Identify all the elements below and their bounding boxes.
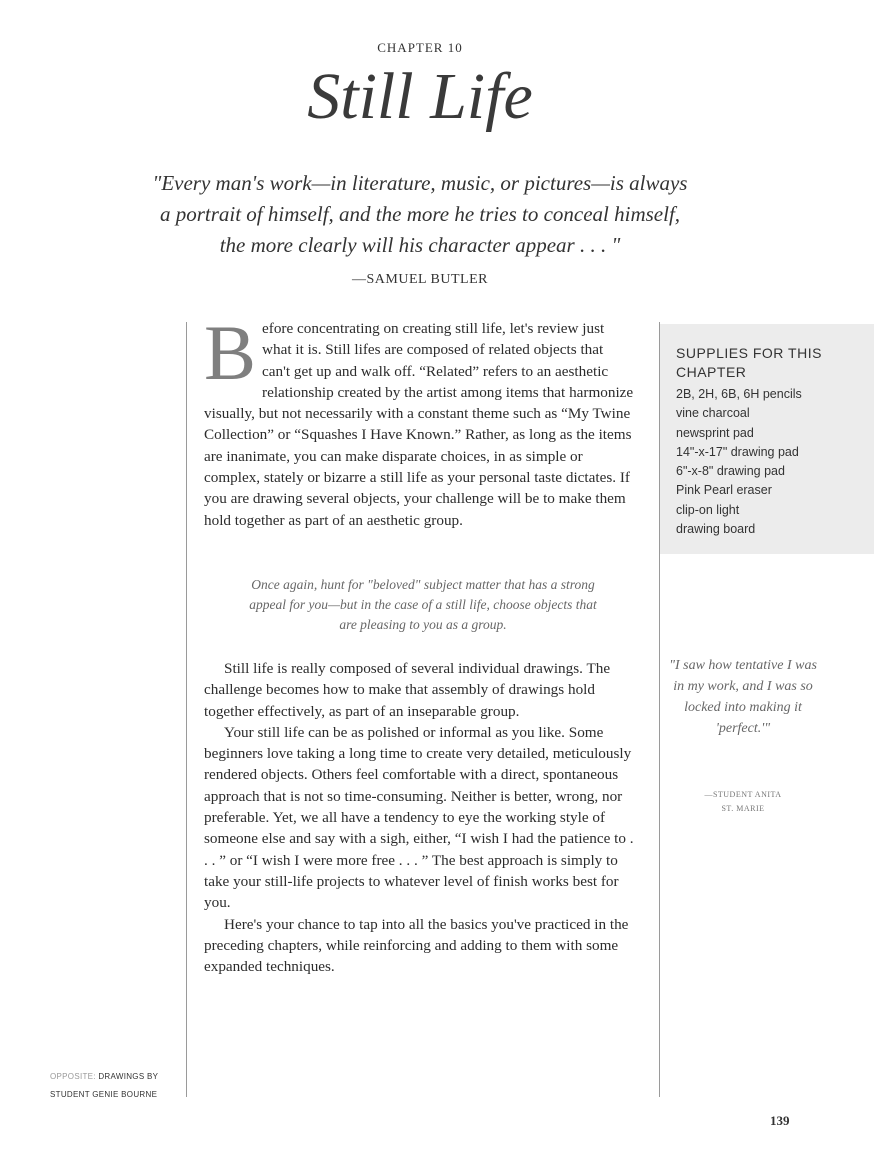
supply-item: clip-on light xyxy=(676,502,740,517)
chapter-label: CHAPTER 10 xyxy=(377,40,463,55)
pull-quote: Once again, hunt for "beloved" subject matter that has a strong appeal for you—but in the case of a still life, choose objects that are pleasing to you as a group. xyxy=(249,577,597,632)
supply-item: vine charcoal xyxy=(676,406,750,421)
supply-item: 2B, 2H, 6B, 6H pencils xyxy=(676,387,802,401)
epigraph-quote: "Every man's work—in literature, music, or pictures—is always a portrait of himself, and the more he tries to conceal himself, the more clearly will his character appear . . . " xyxy=(152,171,688,257)
chapter-title: Still Life xyxy=(307,60,533,133)
sidebar-attribution-line-1: —STUDENT ANITA xyxy=(704,790,782,799)
page-number: 139 xyxy=(770,1113,790,1128)
caption-text-1: DRAWINGS BY xyxy=(95,1072,159,1081)
supplies-sidebar xyxy=(660,324,874,554)
caption-text-2: STUDENT GENIE BOURNE xyxy=(50,1090,158,1099)
paragraph-3: Your still life can be as polished or informal as you like. Some beginners love taking a long time to create very detailed, meticulously rendered objects. Others feel comfortable with a direct, spontaneous approach that is not so time-consuming. Neither is better, wrong, nor preferable. Yet, we all have a tendency to eye the working style of someone else and say with a sigh, either, “I wish I had the patience to . . . ” or “I wish I were more free . . . ” The best approach is simply to take your still-life projects to whatever level of finish works best for you. xyxy=(204,723,634,912)
supply-item: newsprint pad xyxy=(676,425,754,440)
body-continued xyxy=(204,658,636,977)
supply-item: 14"-x-17" drawing pad xyxy=(676,444,799,459)
body-intro xyxy=(204,309,634,531)
epigraph-attribution: —SAMUEL BUTLER xyxy=(352,272,488,287)
drop-cap: B xyxy=(204,309,257,396)
paragraph-2: Still life is really composed of several individual drawings. The challenge becomes how to make that assembly of drawings hold together effectively, as part of an inseparable group. xyxy=(204,660,611,720)
paragraph-4: Here's your chance to tap into all the basics you've practiced in the preceding chapters, while reinforcing and adding to them with some expanded techniques. xyxy=(204,915,629,976)
supply-item: Pink Pearl eraser xyxy=(676,483,772,498)
caption-highlight: OPPOSITE: xyxy=(50,1072,96,1081)
paragraph-1 xyxy=(204,309,634,531)
supply-item: 6"-x-8" drawing pad xyxy=(676,464,785,479)
paragraph-1-text: efore concentrating on creating still life, let's review just what it is. Still lifes are composed of related objects that can't get up and walk off. “Related” refers to an aesthetic relationship created by the artist among items that harmonize visually, but not necessarily with a constant theme such as “My Twine Collection” or “Squashes I Have Known.” Rather, as long as the items are inanimate, you can make disparate choices, in as simple or complex, stately or bizarre a still life as your personal taste dictates. If you are drawing several objects, your challenge will be to make them hold together as part of an aesthetic group. xyxy=(204,320,634,529)
supplies-list xyxy=(676,385,871,539)
image-caption xyxy=(50,1068,190,1104)
sidebar-quote: "I saw how tentative I was in my work, and I was so locked into making it 'perfect.'" xyxy=(669,658,817,736)
sidebar-attribution xyxy=(668,788,818,816)
column-rule-left xyxy=(186,322,187,1097)
supply-item: drawing board xyxy=(676,522,756,537)
supplies-title: SUPPLIES FOR THIS CHAPTER xyxy=(676,345,822,380)
sidebar-attribution-line-2: ST. MARIE xyxy=(721,804,765,813)
